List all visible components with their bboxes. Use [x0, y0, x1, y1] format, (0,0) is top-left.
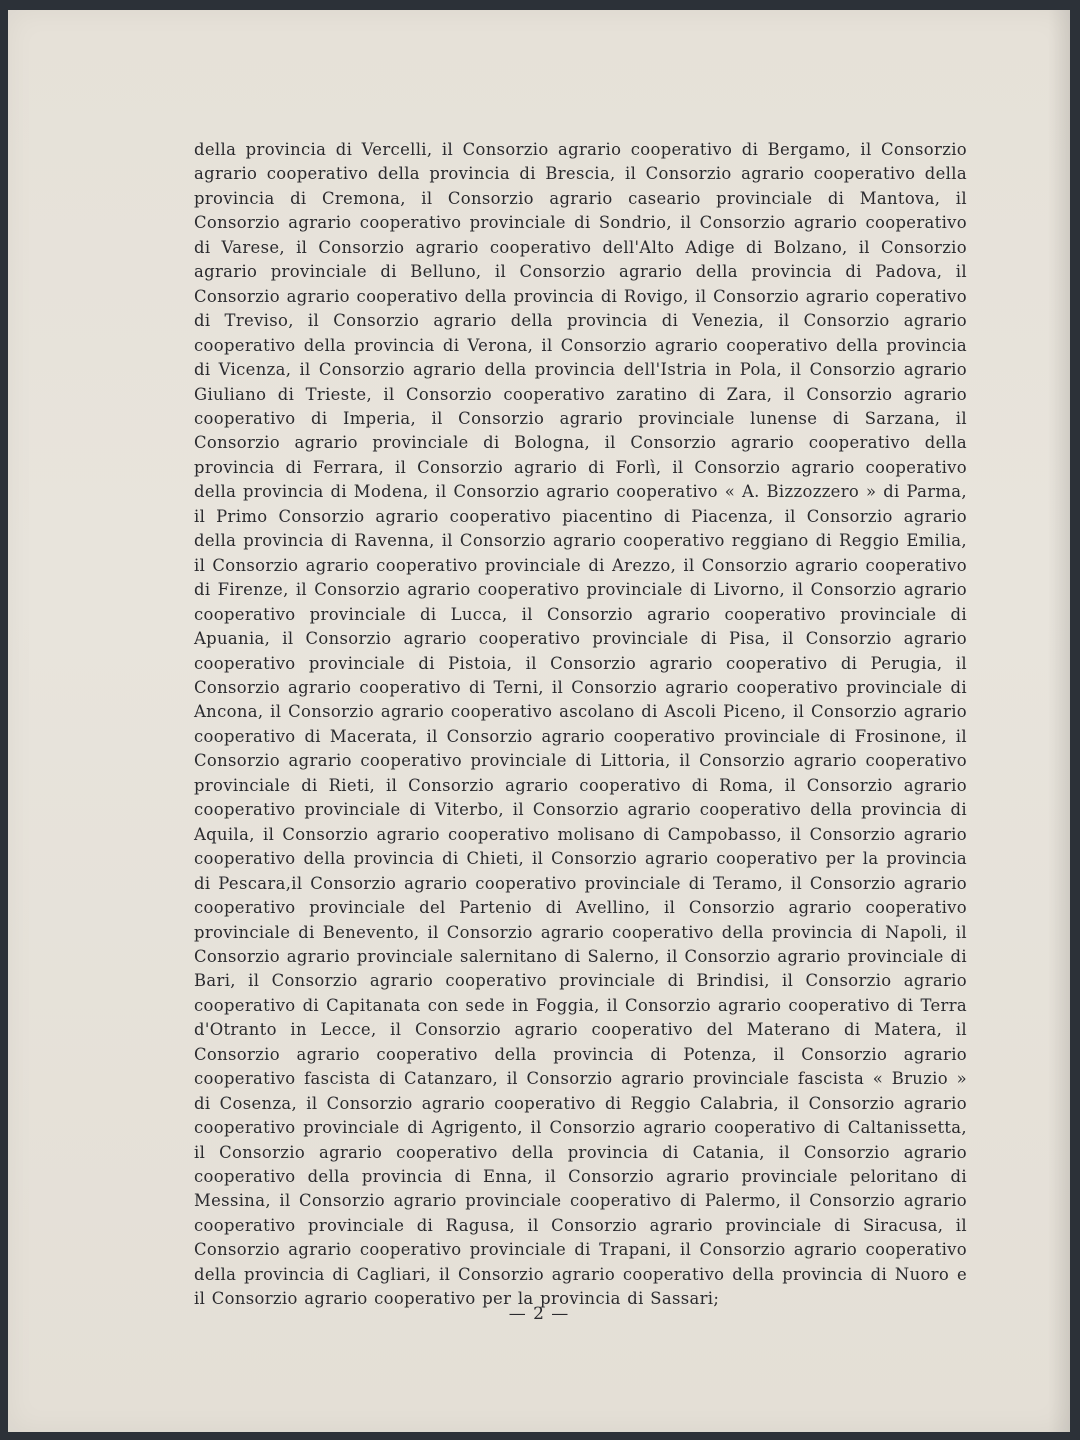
- body-paragraph: della provincia di Vercelli, il Consorzio agrario cooperativo di Bergamo, il Consorzio agrario cooperativo della provincia di Brescia, il Consorzio agrario cooperativo della provincia di Cremona, il Consorzio agrario caseario provinciale di Mantova, il Consorzio agrario cooperativo provinciale di Sondrio, il Consorzio agrario cooperativo di Varese, il Consorzio agrario cooperativo dell'Alto Adige di Bolzano, il Consorzio agrario provinciale di Belluno, il Consorzio agrario della provincia di Padova, il Consorzio agrario cooperativo della provincia di Rovigo, il Consorzio agrario coperativo di Treviso, il Consorzio agrario della provincia di Venezia, il Consorzio agrario cooperativo della provincia di Verona, il Consorzio agrario cooperativo della provincia di Vicenza, il Consorzio agrario della provincia dell'Istria in Pola, il Consorzio agrario Giuliano di Trieste, il Consorzio cooperativo zaratino di Zara, il Consorzio agrario cooperativo di Imperia, il Consorzio agrario provinciale lunense di Sarzana, il Consorzio agrario provinciale di Bologna, il Consorzio agrario cooperativo della provincia di Ferrara, il Consorzio agrario di Forlì, il Consorzio agrario cooperativo della provincia di Modena, il Consorzio agrario cooperativo « A. Bizzozzero » di Parma, il Primo Consorzio agrario cooperativo piacentino di Piacenza, il Consorzio agrario della provincia di Ravenna, il Consorzio agrario cooperativo reggiano di Reggio Emilia, il Consorzio agrario cooperativo provinciale di Arezzo, il Consorzio agrario cooperativo di Firenze, il Consorzio agrario cooperativo provinciale di Livorno, il Consorzio agrario cooperativo provinciale di Lucca, il Consorzio agrario cooperativo provinciale di Apuania, il Consorzio agrario cooperativo provinciale di Pisa, il Consorzio agrario cooperativo provinciale di Pistoia, il Consorzio agrario cooperativo di Perugia, il Consorzio agrario cooperativo di Terni, il Consorzio agrario cooperativo provinciale di Ancona, il Consorzio agrario cooperativo ascolano di Ascoli Piceno, il Consorzio agrario cooperativo di Macerata, il Consorzio agrario cooperativo provinciale di Frosinone, il Consorzio agrario cooperativo provinciale di Littoria, il Consorzio agrario cooperativo provinciale di Rieti, il Consorzio agrario cooperativo di Roma, il Consorzio agrario cooperativo provinciale di Viterbo, il Consorzio agrario cooperativo della provincia di Aquila, il Consorzio agrario cooperativo molisano di Campobasso, il Consorzio agrario cooperativo della provincia di Chieti, il Consorzio agrario cooperativo per la provincia di Pescara,il Consorzio agrario cooperativo provinciale di Teramo, il Consorzio agrario cooperativo provinciale del Partenio di Avellino, il Consorzio agrario cooperativo provinciale di Benevento, il Consorzio agrario cooperativo della provincia di Napoli, il Consorzio agrario provinciale salernitano di Salerno, il Consorzio agrario provinciale di Bari, il Consorzio agrario cooperativo provinciale di Brindisi, il Consorzio agrario cooperativo di Capitanata con sede in Foggia, il Consorzio agrario cooperativo di Terra d'Otranto in Lecce, il Consorzio agrario cooperativo del Materano di Matera, il Consorzio agrario cooperativo della provincia di Potenza, il Consorzio agrario cooperativo fascista di Catanzaro, il Consorzio agrario provinciale fascista « Bruzio » di Cosenza, il Consorzio agrario cooperativo di Reggio Calabria, il Consorzio agrario cooperativo provinciale di Agrigento, il Consorzio agrario cooperativo di Caltanissetta, il Consorzio agrario cooperativo della provincia di Catania, il Consorzio agrario cooperativo della provincia di Enna, il Consorzio agrario provinciale peloritano di Messina, il Consorzio agrario provinciale cooperativo di Palermo, il Consorzio agrario cooperativo provinciale di Ragusa, il Consorzio agrario provinciale di Siracusa, il Consorzio agrario cooperativo provinciale di Trapani, il Consorzio agrario cooperativo della provincia di Cagliari, il Consorzio agrario cooperativo della provincia di Nuoro e il Consorzio agrario cooperativo per la provincia di Sassari;: [194, 140, 967, 1309]
- page-number: — 2 —: [508, 1304, 570, 1324]
- body-text-block: [194, 138, 967, 1312]
- document-page: [8, 10, 1070, 1432]
